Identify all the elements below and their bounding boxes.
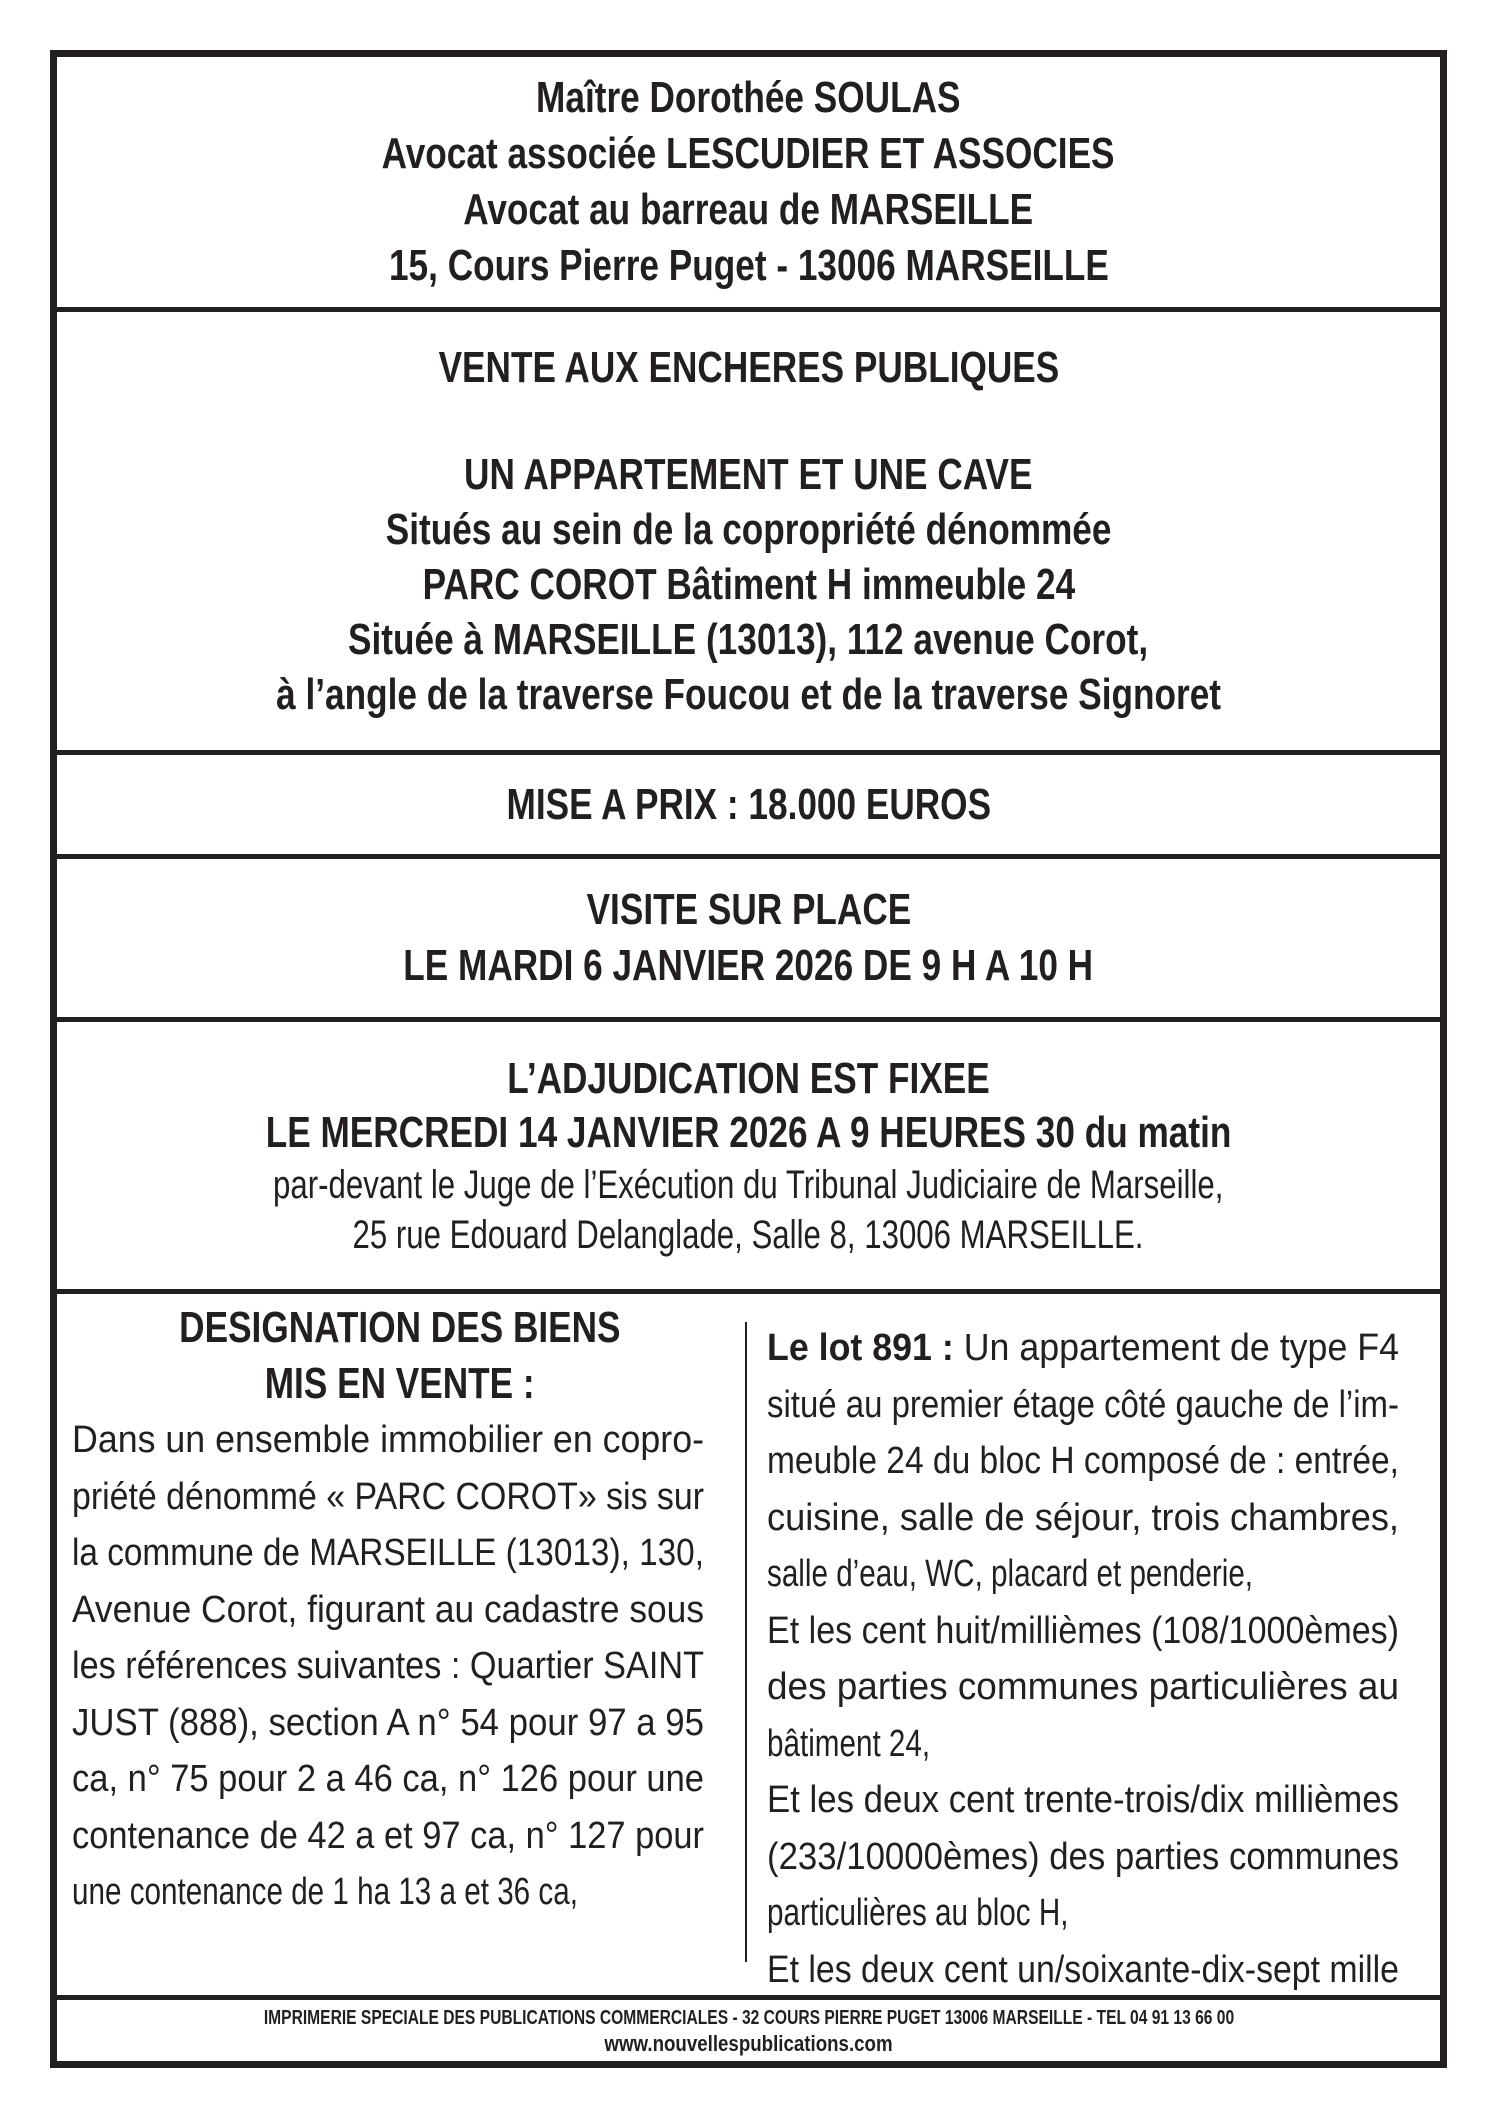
- visit-title: VISITE SUR PLACE: [586, 885, 911, 934]
- property-line: PARC COROT Bâtiment H immeuble 24: [422, 560, 1075, 609]
- website-link[interactable]: www.nouvellespublications.com: [604, 2031, 893, 2056]
- description-line: une contenance de 1 ha 13 a et 36 ca,: [72, 1871, 578, 1913]
- designation-right-column: [767, 1320, 1422, 1998]
- divider: [57, 1289, 1440, 1294]
- description-line: Dans un ensemble immobilier en copro-: [72, 1419, 704, 1461]
- adjudication-date: LE MERCREDI 14 JANVIER 2026 A 9 HEURES 30 du matin: [265, 1107, 1232, 1157]
- lot-line: cuisine, salle de séjour, trois chambres,: [767, 1496, 1399, 1539]
- lawyer-address: 15, Cours Pierre Puget - 13006 MARSEILLE: [388, 241, 1109, 290]
- property-line: Situés au sein de la copropriété dénommée: [385, 505, 1112, 554]
- legal-notice-frame: [50, 50, 1447, 2068]
- lot-line: bâtiment 24,: [767, 1722, 931, 1765]
- designation-left-column: [72, 1300, 727, 1921]
- description-line: Avenue Corot, figurant au cadastre sous: [72, 1588, 704, 1631]
- property-line: Située à MARSEILLE (13013), 112 avenue Corot,: [348, 615, 1149, 664]
- price-section: [57, 755, 1440, 854]
- adjudication-court: par-devant le Juge de l’Exécution du Tribunal Judiciaire de Marseille,: [273, 1162, 1224, 1207]
- lot-line: (233/10000èmes) des parties communes: [767, 1835, 1399, 1878]
- lot-first-line: Le lot 891 : Un appartement de type F4: [767, 1327, 1399, 1369]
- lot-line: meuble 24 du bloc H composé de : entrée,: [767, 1440, 1399, 1482]
- description-line: les références suivantes : Quartier SAINT: [72, 1645, 704, 1687]
- column-divider: [745, 1322, 747, 1962]
- lawyer-firm: Avocat associée LESCUDIER ET ASSOCIES: [382, 129, 1115, 178]
- lot-label: Le lot 891 :: [767, 1327, 954, 1369]
- lot-description: [767, 1320, 1422, 1998]
- designation-title: DESIGNATION DES BIENS MIS EN VENTE :: [178, 1303, 621, 1408]
- starting-price: MISE A PRIX : 18.000 EUROS: [506, 779, 991, 829]
- designation-description: [72, 1412, 727, 1921]
- lot-line: salle d’eau, WC, placard et penderie,: [767, 1553, 1254, 1595]
- printer-footer: [57, 2000, 1440, 2062]
- sale-section: [57, 312, 1440, 750]
- sale-title: VENTE AUX ENCHERES PUBLIQUES: [438, 343, 1059, 392]
- description-line: priété dénommé « PARC COROT» sis sur: [72, 1475, 704, 1518]
- lot-line: Et les deux cent un/soixante-dix-sept mille: [767, 1948, 1399, 1991]
- lot-line: Et les cent huit/millièmes (108/1000èmes): [767, 1609, 1399, 1652]
- lot-line: particulières au bloc H,: [767, 1892, 1069, 1934]
- description-line: la commune de MARSEILLE (13013), 130,: [72, 1532, 704, 1574]
- visit-date: LE MARDI 6 JANVIER 2026 DE 9 H A 10 H: [403, 941, 1094, 990]
- property-title: UN APPARTEMENT ET UNE CAVE: [464, 450, 1033, 499]
- adjudication-address: 25 rue Edouard Delanglade, Salle 8, 13006 MARSEILLE.: [353, 1212, 1144, 1257]
- lawyer-bar: Avocat au barreau de MARSEILLE: [463, 185, 1034, 234]
- adjudication-title: L’ADJUDICATION EST FIXEE: [507, 1053, 990, 1103]
- description-line: JUST (888), section A n° 54 pour 97 a 95: [72, 1701, 704, 1744]
- description-line: contenance de 42 a et 97 ca, n° 127 pour: [72, 1814, 704, 1857]
- lot-line: Et les deux cent trente-trois/dix millièmes: [767, 1779, 1399, 1821]
- description-line: ca, n° 75 pour 2 a 46 ca, n° 126 pour une: [72, 1758, 704, 1800]
- lot-line: situé au premier étage côté gauche de l’im-: [767, 1383, 1399, 1426]
- lot-line: des parties communes particulières au: [767, 1666, 1399, 1708]
- adjudication-section: [57, 1022, 1440, 1289]
- visit-section: [57, 859, 1440, 1017]
- lawyer-header: [57, 57, 1440, 307]
- property-line: à l’angle de la traverse Foucou et de la traverse Signoret: [276, 670, 1221, 719]
- printer-info: IMPRIMERIE SPECIALE DES PUBLICATIONS COMMERCIALES - 32 COURS PIERRE PUGET 13006 MARSEILLE - TEL 04 91 13 66 00: [263, 2007, 1234, 2029]
- lawyer-name: Maître Dorothée SOULAS: [536, 73, 961, 122]
